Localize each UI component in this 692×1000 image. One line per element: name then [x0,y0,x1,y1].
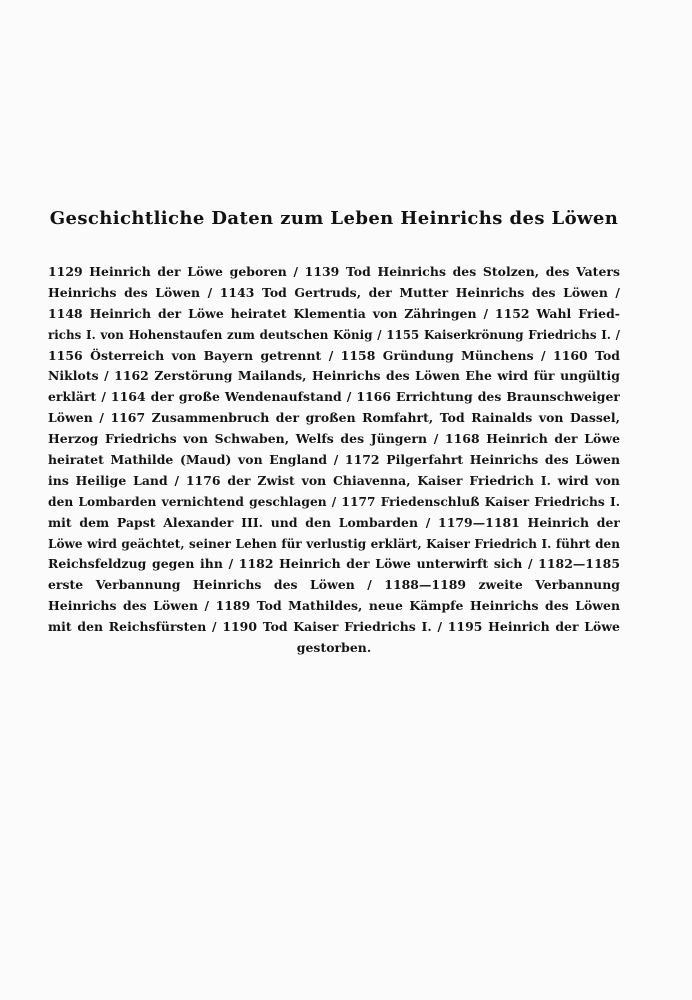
text-line: erklärt / 1164 der große Wendenaufstand / 1166 Errichtung des Braunschweiger [48,389,620,405]
text-line: 1129 Heinrich der Löwe geboren / 1139 Tod Heinrichs des Stolzen, des Vaters [48,264,620,279]
text-line: mit den Reichsfürsten / 1190 Tod Kaiser Friedrichs I. / 1195 Heinrich der Löwe [48,619,620,635]
text-line: Heinrichs des Löwen / 1189 Tod Mathildes, neue Kämpfe Heinrichs des Löwen [48,598,620,614]
text-line: ins Heilige Land / 1176 der Zwist von Chiavenna, Kaiser Friedrich I. wird von [48,472,620,488]
text-line: erste Verbannung Heinrichs des Löwen / 1188—1189 zweite Verbannung [48,577,620,593]
text-line: richs I. von Hohenstaufen zum deutschen König / 1155 Kaiserkrönung Friedrichs I. / [48,327,620,342]
text-line: Heinrichs des Löwen / 1143 Tod Gertruds, der Mutter Heinrichs des Löwen / [48,284,620,300]
text-line: Löwen / 1167 Zusammenbruch der großen Romfahrt, Tod Rainalds von Dassel, [48,410,620,426]
text-line: Niklots / 1162 Zerstörung Mailands, Heinrichs des Löwen Ehe wird für ungültig [48,368,620,384]
text-line: den Lombarden vernichtend geschlagen / 1177 Friedenschluß Kaiser Friedrichs I. [48,494,620,509]
text-line-last: gestorben. [296,640,372,656]
text-line: 1148 Heinrich der Löwe heiratet Klementia von Zähringen / 1152 Wahl Fried- [48,305,620,321]
page-title: Geschichtliche Daten zum Leben Heinrichs des Löwen [49,208,619,229]
text-line: Herzog Friedrichs von Schwaben, Welfs des Jüngern / 1168 Heinrich der Löwe [48,431,620,447]
text-line: Reichsfeldzug gegen ihn / 1182 Heinrich der Löwe unterwirft sich / 1182—1185 [48,556,620,572]
text-line: mit dem Papst Alexander III. und den Lombarden / 1179—1181 Heinrich der [48,514,620,530]
text-line: 1156 Österreich von Bayern getrennt / 1158 Gründung Münchens / 1160 Tod [48,347,620,363]
chronology-paragraph [48,262,620,659]
text-line: Löwe wird geächtet, seiner Lehen für verlustig erklärt, Kaiser Friedrich I. führt den [48,536,620,551]
text-line: heiratet Mathilde (Maud) von England / 1172 Pilgerfahrt Heinrichs des Löwen [48,452,620,468]
